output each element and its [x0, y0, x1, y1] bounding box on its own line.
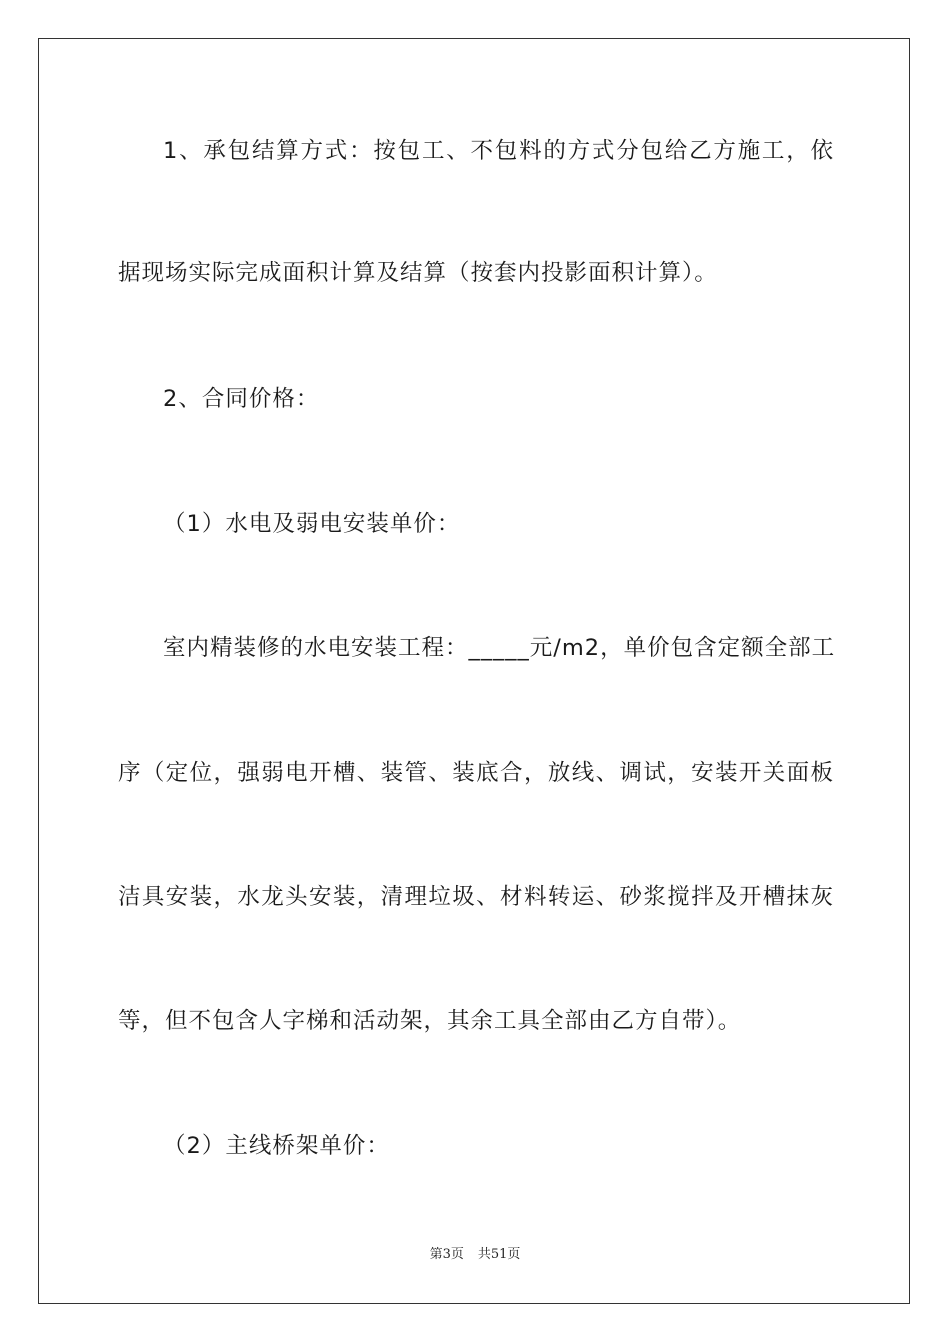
paragraph-settlement-method-line-1: 1、承包结算方式：按包工、不包料的方式分包给乙方施工，依	[163, 138, 834, 164]
paragraph-unit-price-line-2: 序（定位，强弱电开槽、装管、装底合，放线、调试，安装开关面板	[118, 760, 834, 786]
paragraph-settlement-method-line-2: 据现场实际完成面积计算及结算（按套内投影面积计算）。	[118, 260, 718, 286]
subheading-plumbing-electrical-unit-price: （1）水电及弱电安装单价：	[163, 511, 461, 537]
total-pages: 共51页	[477, 1247, 521, 1262]
paragraph-unit-price-line-4: 等，但不包含人字梯和活动架，其余工具全部由乙方自带）。	[118, 1008, 742, 1034]
page-footer	[0, 1246, 950, 1264]
paragraph-unit-price-line-3: 洁具安装，水龙头安装，清理垃圾、材料转运、砂浆搅拌及开槽抹灰	[118, 884, 834, 910]
paragraph-unit-price-line-1: 室内精装修的水电安装工程：_____元/m2，单价包含定额全部工	[163, 635, 836, 661]
page-border	[38, 38, 910, 1304]
heading-contract-price: 2、合同价格：	[163, 386, 320, 412]
subheading-bridge-unit-price: （2）主线桥架单价：	[163, 1133, 390, 1159]
page-number: 第3页	[429, 1247, 464, 1262]
